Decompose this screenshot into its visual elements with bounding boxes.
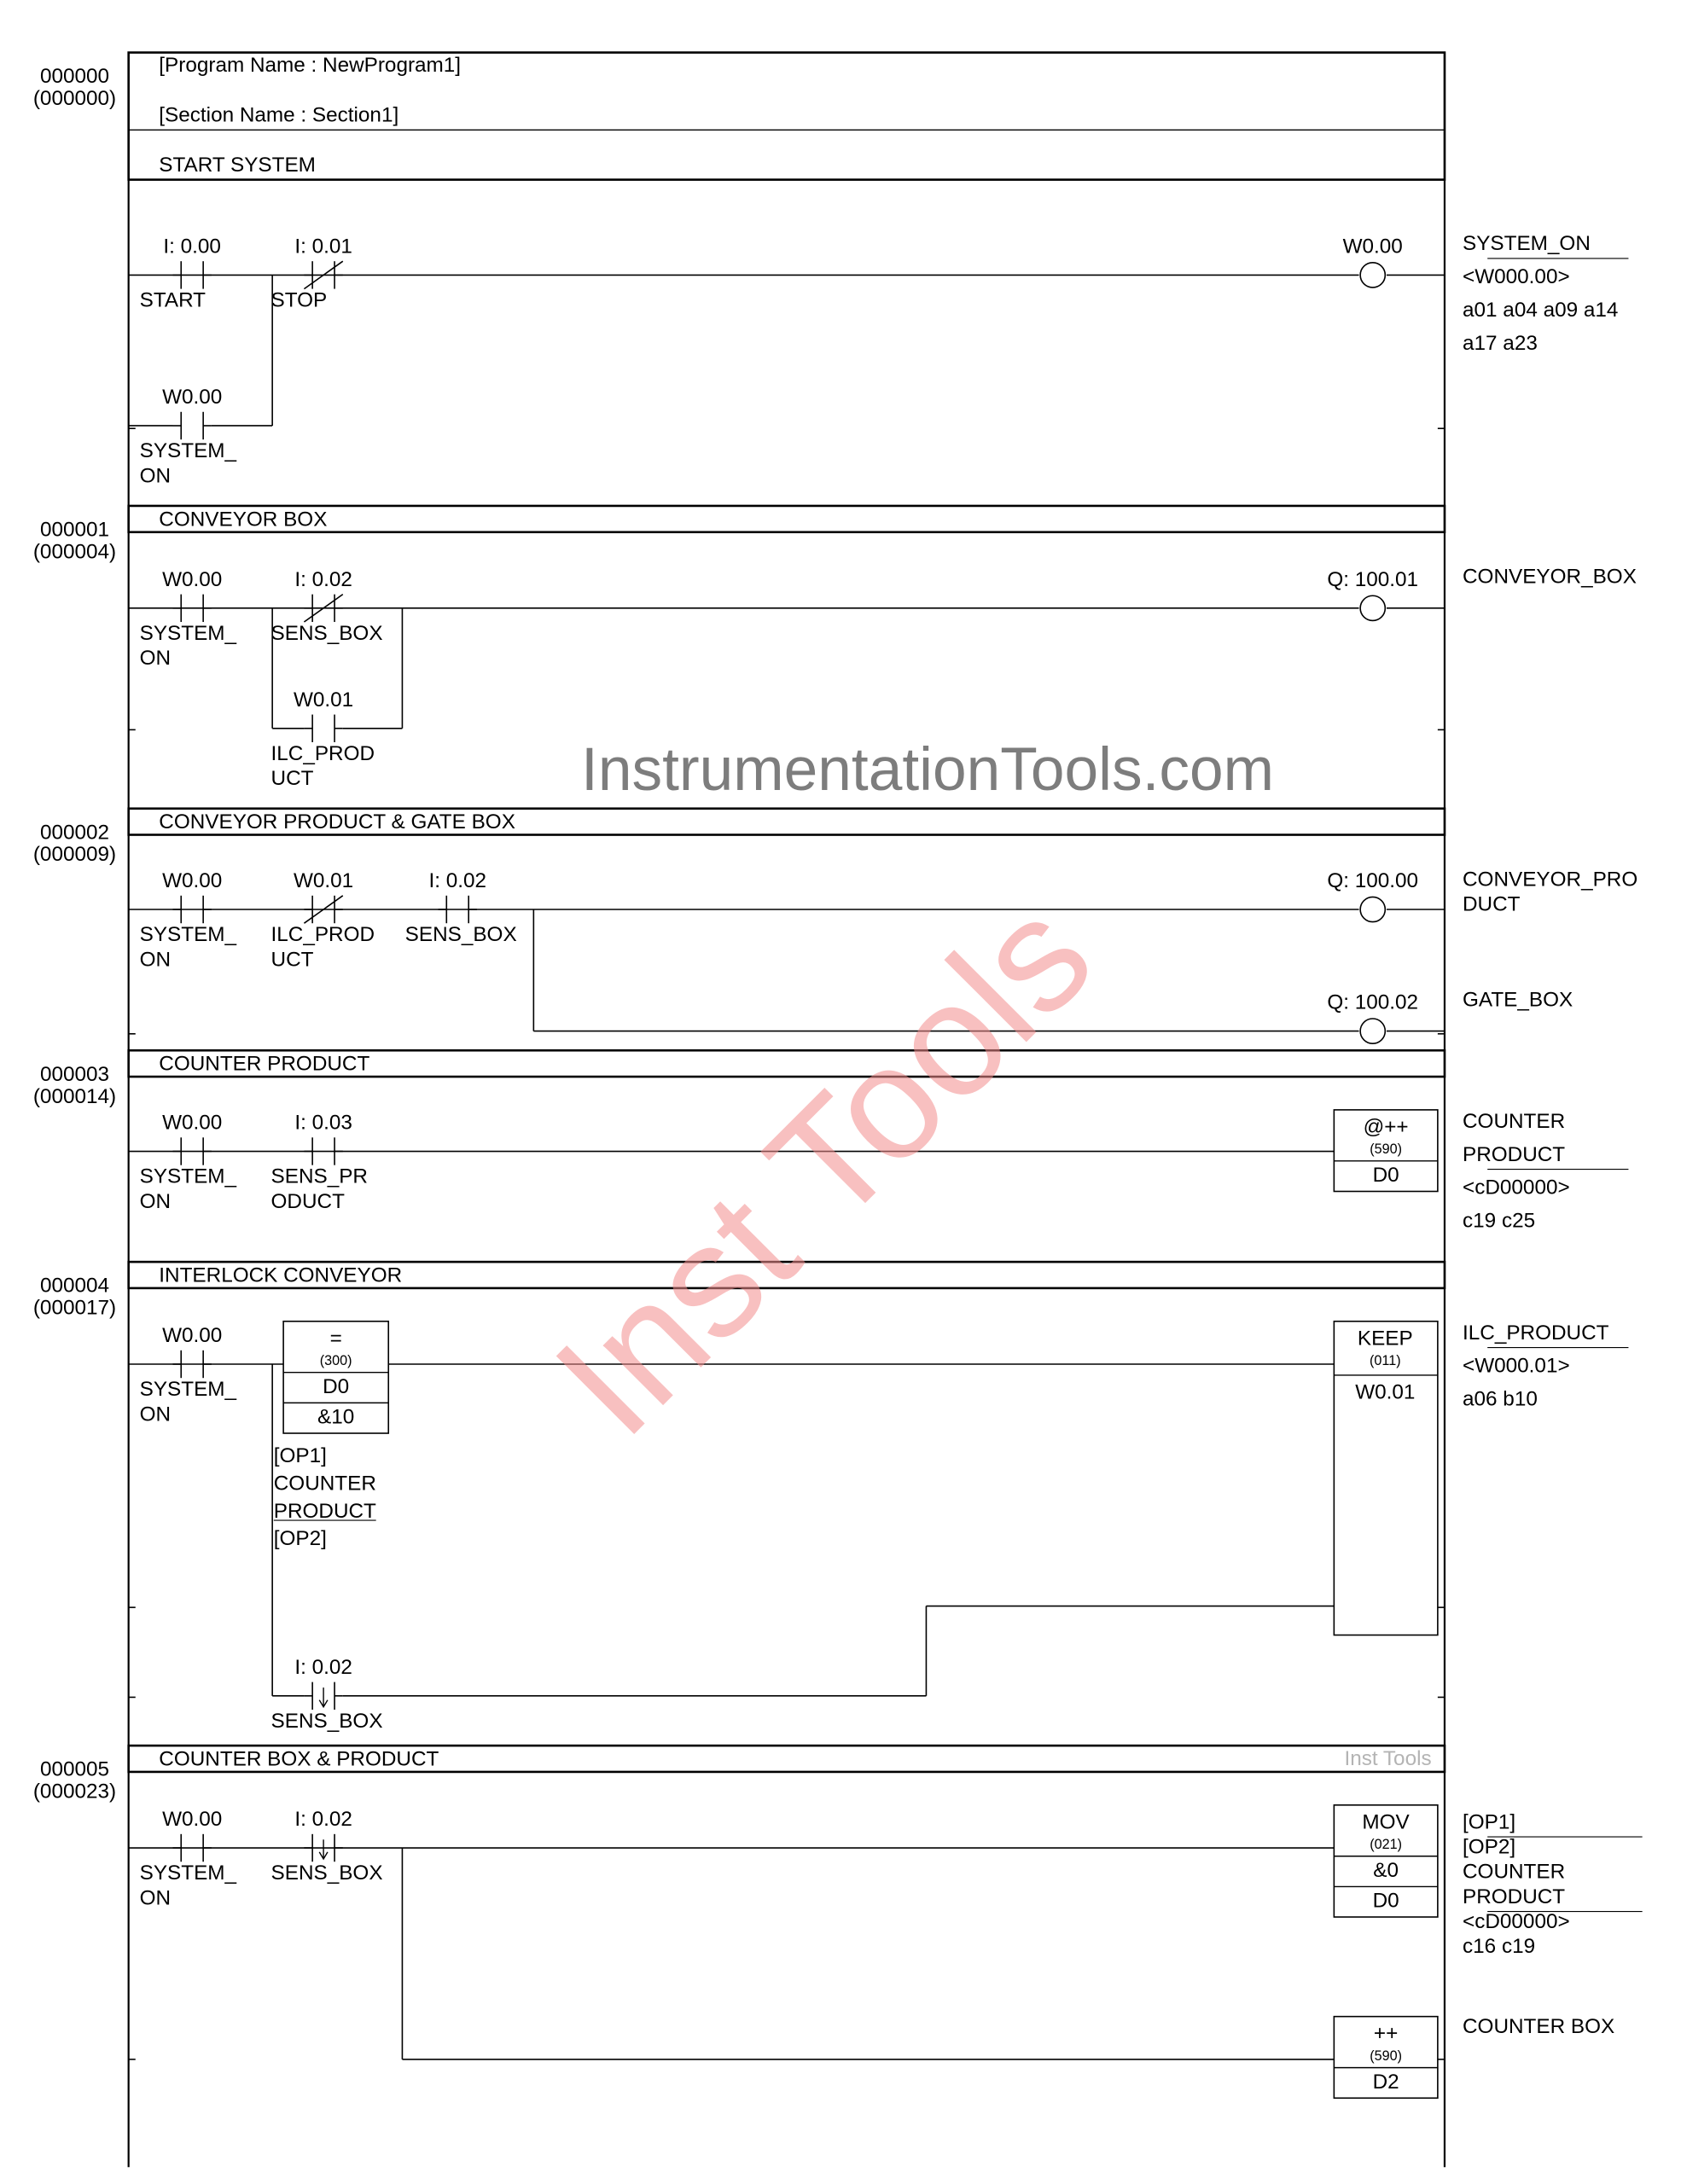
- instruction-mnemonic: @++: [1363, 1115, 1409, 1139]
- comment-line: a17 a23: [1463, 331, 1538, 355]
- instruction-code: (590): [1370, 2048, 1403, 2064]
- rung-number: [33, 65, 116, 110]
- watermark-corner: Inst Tools: [1344, 1746, 1432, 1770]
- section-name: [Section Name : Section1]: [159, 103, 399, 127]
- comment-line: CONVEYOR_BOX: [1463, 565, 1637, 589]
- contact-address: I: 0.02: [294, 1655, 352, 1679]
- comment-line: PRODUCT: [1463, 1142, 1566, 1166]
- contact[interactable]: [271, 688, 375, 790]
- rung-step: (000000): [32, 87, 117, 111]
- rung-number: 000005: [39, 1757, 110, 1781]
- contact-name: SYSTEM_: [139, 622, 237, 646]
- instruction-code: (300): [319, 1353, 352, 1369]
- output-comment: [1463, 988, 1573, 1011]
- program-header: [129, 53, 1445, 180]
- contact-name: ON: [139, 464, 172, 488]
- coil-address: W0.00: [1342, 235, 1403, 258]
- comment-line: <cD00000>: [1463, 1176, 1570, 1199]
- contact-name: UCT: [270, 948, 314, 972]
- keep-block[interactable]: [1334, 1321, 1438, 1635]
- output-coil[interactable]: [1327, 568, 1418, 621]
- contact[interactable]: [271, 1112, 368, 1213]
- output-comment: [1463, 566, 1637, 589]
- rung-number: 000000: [39, 65, 110, 89]
- contact-name: START: [139, 288, 206, 312]
- instruction-code: (021): [1370, 1837, 1403, 1853]
- rung-number: 000002: [39, 821, 110, 845]
- contact[interactable]: [140, 235, 221, 311]
- rung-comment-text: INTERLOCK CONVEYOR: [159, 1263, 403, 1287]
- comment-line: [OP1]: [1463, 1810, 1516, 1834]
- contact-name: SYSTEM_: [139, 923, 237, 947]
- instruction-operand: &0: [1373, 1858, 1399, 1882]
- contact-name: SENS_PR: [270, 1165, 368, 1188]
- contact-address: W0.01: [293, 869, 354, 893]
- comment-line: [OP2]: [1463, 1835, 1516, 1859]
- coil-address: Q: 100.01: [1327, 567, 1419, 591]
- rung-step: (000004): [32, 540, 117, 564]
- contact-address: I: 0.02: [294, 567, 352, 591]
- output-coil[interactable]: [1343, 235, 1403, 288]
- rung-step: (000023): [32, 1780, 117, 1804]
- instruction-operand: &10: [317, 1405, 355, 1429]
- rung-comment-text: COUNTER PRODUCT: [159, 1052, 370, 1076]
- instruction-operand: D0: [323, 1374, 350, 1398]
- compare-note: [OP1]: [273, 1443, 327, 1467]
- rung-comment-text: CONVEYOR PRODUCT & GATE BOX: [159, 810, 515, 834]
- comment-line: ILC_PRODUCT: [1463, 1321, 1609, 1345]
- output-comment: [1463, 2015, 1614, 2038]
- contact[interactable]: [140, 386, 237, 487]
- rung-step: (000014): [32, 1084, 117, 1108]
- contact-address: W0.00: [162, 386, 223, 410]
- move-block[interactable]: [1334, 1805, 1438, 1917]
- comment-line: <W000.00>: [1463, 265, 1570, 289]
- comment-line: GATE_BOX: [1463, 988, 1573, 1012]
- rung-number: [33, 1063, 116, 1108]
- output-comment: [1463, 232, 1628, 355]
- instruction-operand: D0: [1372, 1164, 1399, 1188]
- compare-note: COUNTER: [273, 1472, 376, 1496]
- contact-name: ON: [139, 948, 172, 972]
- contact[interactable]: [140, 869, 237, 971]
- rung-number: 000001: [39, 518, 110, 542]
- rung-step: (000017): [32, 1296, 117, 1320]
- contact-name: ON: [139, 1886, 172, 1910]
- program-name: [Program Name : NewProgram1]: [159, 54, 462, 78]
- output-comment: [1463, 1110, 1628, 1233]
- contact-address: W0.00: [162, 567, 223, 591]
- comment-line: a06 b10: [1463, 1387, 1538, 1411]
- contact-address: W0.00: [162, 1324, 223, 1348]
- rung-step: (000009): [32, 843, 117, 867]
- contact-address: W0.00: [162, 1111, 223, 1135]
- contact-name: SYSTEM_: [139, 1862, 237, 1885]
- contact-name: ILC_PROD: [270, 923, 375, 947]
- contact-address: I: 0.03: [294, 1111, 352, 1135]
- instruction-mnemonic: =: [329, 1327, 342, 1350]
- contact-name: SENS_BOX: [270, 1862, 383, 1885]
- instruction-operand: D2: [1372, 2070, 1399, 2094]
- comment-line: a01 a04 a09 a14: [1463, 298, 1619, 322]
- contact[interactable]: [271, 568, 383, 645]
- compare-note: PRODUCT: [273, 1499, 376, 1523]
- rung-number: [33, 821, 116, 866]
- comment-line: <W000.01>: [1463, 1354, 1570, 1378]
- contact[interactable]: [271, 869, 375, 971]
- contact-name: SYSTEM_: [139, 1165, 237, 1188]
- contact[interactable]: [140, 1112, 237, 1213]
- comment-line: c19 c25: [1463, 1209, 1536, 1233]
- output-comment: [1463, 1810, 1643, 1958]
- comment-line: DUCT: [1463, 892, 1521, 916]
- contact-name: SYSTEM_: [139, 1378, 237, 1402]
- coil-address: Q: 100.00: [1327, 869, 1419, 893]
- contact-address: W0.00: [162, 1808, 223, 1832]
- comment-line: COUNTER: [1463, 1109, 1566, 1133]
- contact-address: W0.01: [293, 688, 354, 712]
- instruction-mnemonic: ++: [1373, 2022, 1399, 2046]
- increment-block[interactable]: [1334, 2017, 1438, 2099]
- comment-line: COUNTER BOX: [1463, 2015, 1615, 2039]
- contact[interactable]: [140, 1324, 237, 1426]
- contact-name: UCT: [270, 767, 314, 791]
- instruction-code: (590): [1370, 1141, 1403, 1158]
- watermark-site: InstrumentationTools.com: [581, 735, 1275, 804]
- contact[interactable]: [271, 1656, 383, 1733]
- contact-address: I: 0.01: [294, 235, 352, 258]
- contact[interactable]: [271, 1808, 383, 1885]
- contact-address: W0.00: [162, 869, 223, 893]
- instruction-operand: W0.01: [1355, 1380, 1416, 1404]
- rung-comment-text: START SYSTEM: [159, 153, 316, 177]
- instruction-code: (011): [1370, 1353, 1401, 1369]
- contact-name: SENS_BOX: [270, 1710, 383, 1734]
- output-comment: [1463, 868, 1637, 915]
- instruction-mnemonic: MOV: [1362, 1810, 1410, 1834]
- contact-address: I: 0.00: [163, 235, 221, 258]
- rung-number: [33, 1758, 116, 1804]
- contact-name: SENS_BOX: [404, 923, 517, 947]
- coil-address: Q: 100.02: [1327, 990, 1419, 1014]
- contact[interactable]: [140, 568, 237, 670]
- rung-number: [33, 519, 116, 564]
- comment-line: PRODUCT: [1463, 1885, 1566, 1908]
- rung-comment: [129, 506, 1445, 532]
- rung-number: 000003: [39, 1062, 110, 1086]
- increment-block[interactable]: [1334, 1110, 1438, 1192]
- rung-comment: [129, 1050, 1445, 1077]
- contact-name: ON: [139, 647, 172, 671]
- compare-note: [OP2]: [273, 1527, 327, 1551]
- contact-name: ON: [139, 1189, 172, 1213]
- output-comment: [1463, 1321, 1628, 1411]
- rung-comment-text: CONVEYOR BOX: [159, 508, 328, 531]
- rung-number: 000004: [39, 1274, 110, 1298]
- output-coil[interactable]: [1327, 869, 1418, 922]
- contact-address: I: 0.02: [294, 1808, 352, 1832]
- contact-name: SENS_BOX: [270, 622, 383, 646]
- rung-comment: [129, 1745, 1445, 1772]
- contact[interactable]: [405, 869, 517, 946]
- watermark-diagonal: Inst Tools: [521, 865, 1126, 1469]
- comment-line: c16 c19: [1463, 1935, 1536, 1959]
- contact-name: STOP: [270, 288, 328, 312]
- contact-address: I: 0.02: [428, 869, 487, 893]
- rung-comment-text: COUNTER BOX & PRODUCT: [159, 1747, 439, 1771]
- comment-line: <cD00000>: [1463, 1909, 1570, 1933]
- comment-line: SYSTEM_ON: [1463, 232, 1591, 256]
- rung-number: [33, 1275, 116, 1320]
- contact[interactable]: [271, 235, 352, 311]
- rung-comment: [129, 809, 1445, 835]
- contact-name: ON: [139, 1403, 172, 1426]
- contact[interactable]: [140, 1808, 237, 1909]
- output-coil[interactable]: [1327, 991, 1418, 1044]
- instruction-operand: D0: [1372, 1889, 1399, 1913]
- contact-name: ODUCT: [270, 1189, 345, 1213]
- comment-line: COUNTER: [1463, 1860, 1566, 1884]
- comment-line: CONVEYOR_PRO: [1463, 868, 1638, 892]
- contact-name: SYSTEM_: [139, 439, 237, 463]
- contact-name: ILC_PROD: [270, 741, 375, 765]
- instruction-mnemonic: KEEP: [1357, 1327, 1413, 1350]
- compare-block[interactable]: [283, 1321, 388, 1433]
